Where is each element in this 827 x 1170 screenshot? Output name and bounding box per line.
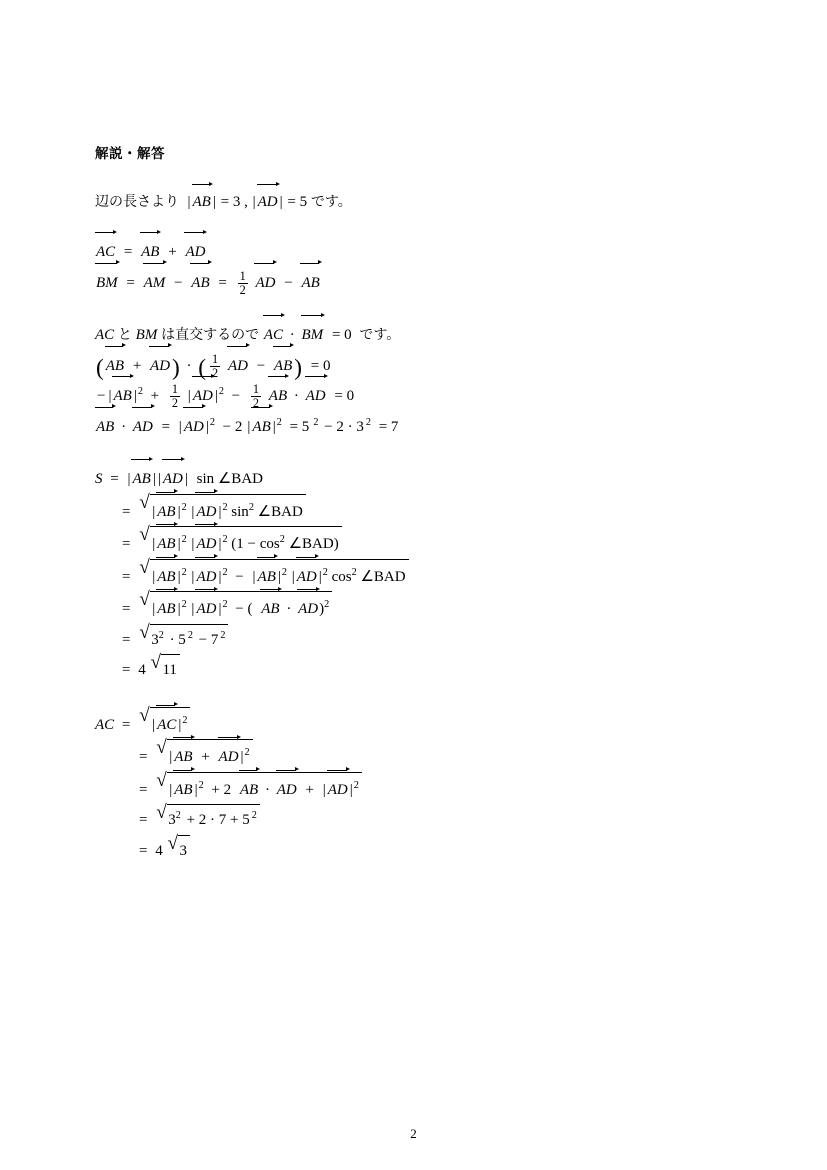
vector-ab: AB: [192, 190, 212, 214]
dot-product-expansion: ( AB + AD) · ( $\frac{1}{2}$ AD − AB) = 0: [95, 350, 755, 381]
expanded-equation: − | AB $|^2$ + $\frac{1}{2}$ | AD $|^2$ − $\frac{1}{2}$ AB · AD = 0: [95, 380, 755, 411]
intro-paragraph: 辺の長さより | AB | = 3 , | AD | = 5 です。: [95, 188, 755, 214]
math-block-ac: [95, 707, 755, 866]
dot-product-result: AB · AD = | AD $|^2 - 2$ | AB $|^2 = 5$ $^2$ − 2 · 3 $^2$ = 7: [95, 411, 755, 442]
area-line-3: = √ | AB $|^2$ | AD $|^2$ ($1 - \cos^2$ ∠BAD): [95, 526, 755, 559]
intro-suffix: です。: [310, 193, 352, 209]
ac-line-2: = √ | AB + AD $|^2$: [95, 739, 755, 772]
page-number: 2: [410, 1126, 417, 1141]
intro-eq1: = 3 ,: [220, 194, 248, 210]
math-block-1: [95, 236, 755, 297]
equation-bm: BM = AM − AB = $\frac{1}{2}$ AD − AB: [95, 267, 755, 298]
area-line-4: = √ | AB $|^2$ | AD $|^2$ − | AB $|^2$ | AD $|^2$ $\cos^2$ ∠BAD: [95, 559, 755, 592]
area-line-2: = √ | AB $|^2$ | AD $|^2$ $\sin^2$ ∠BAD: [95, 494, 755, 527]
math-block-area: [95, 463, 755, 685]
math-block-2: [95, 319, 755, 441]
document-content: [95, 142, 755, 887]
area-line-7: = 4 √ 11: [95, 654, 755, 685]
area-line-1: S = | AB | | AD | sin ∠BAD: [95, 463, 755, 494]
vector-ad: AD: [257, 190, 279, 214]
ac-line-1: AC = √ | AC $|^2$: [95, 707, 755, 740]
ac-line-5: = 4 √ 3: [95, 835, 755, 866]
intro-prefix: 辺の長さより: [95, 193, 179, 209]
area-line-5: = √ | AB $|^2$ | AD $|^2$ − ( AB · AD)$^2$: [95, 591, 755, 624]
equation-ac: AC = AB + AD: [95, 236, 755, 267]
intro-eq2: = 5: [287, 194, 308, 210]
section-heading: 解説・解答: [95, 146, 165, 161]
ac-line-3: = √ | AB $|^2 + 2$ AB · AD + | AD $|^2$: [95, 772, 755, 805]
ac-line-4: = √ $3^2 + 2 \cdot 7 + 5$ $^2$: [95, 804, 755, 835]
perpendicular-statement: AC と BM は直交するので AC · BM = 0 です。: [95, 319, 755, 350]
area-line-6: = √ $3^2 \cdot 5$ $^2$ − 7 $^2$: [95, 624, 755, 655]
